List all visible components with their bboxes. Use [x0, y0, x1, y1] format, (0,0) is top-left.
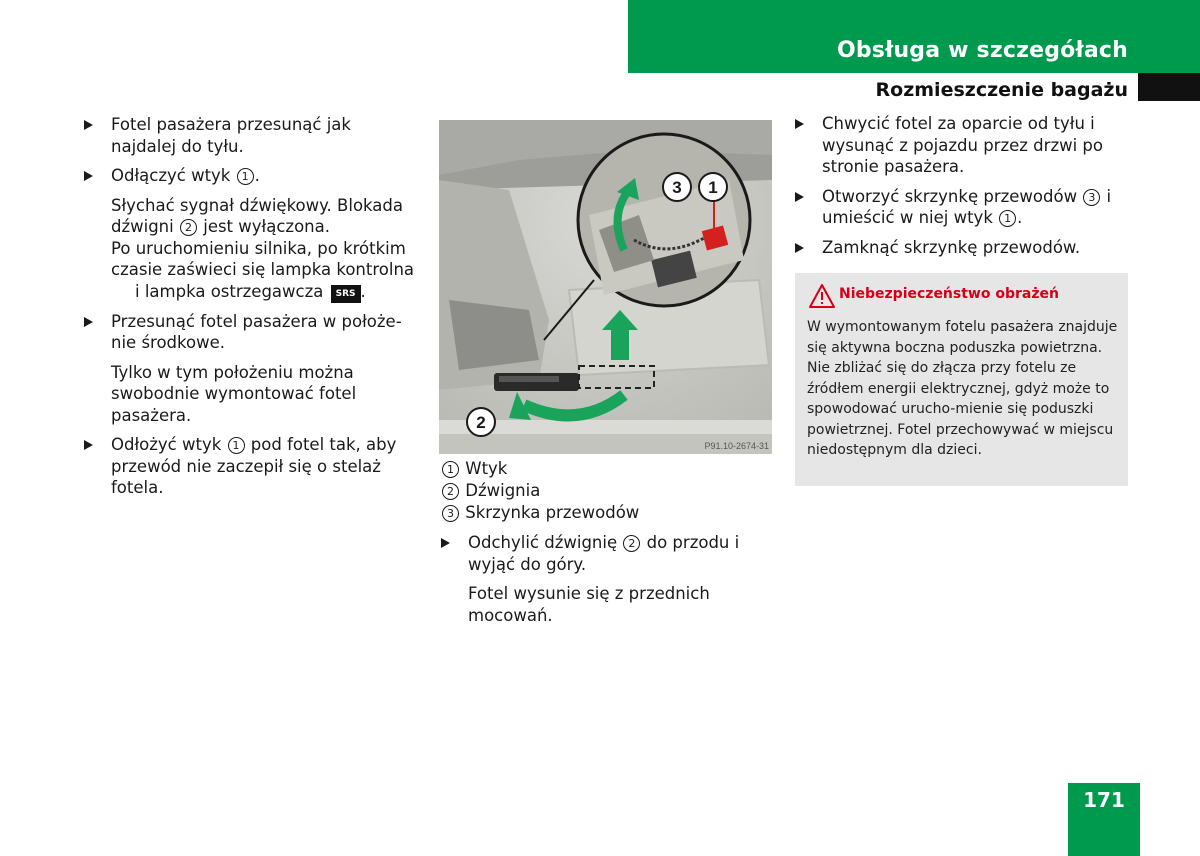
figure-label-2 [467, 408, 495, 436]
ref-number-circle: 3 [442, 505, 459, 522]
note-only-position: Tylko w tym położeniu można swobodnie wymontować fotel pasażera. [111, 362, 357, 425]
seat-illustration [439, 120, 772, 454]
bullet-arrow-icon [795, 119, 804, 129]
legend-item: 3 Skrzynka przewodów [441, 502, 771, 524]
bullet-arrow-icon [84, 317, 93, 327]
bullet-arrow-icon [795, 192, 804, 202]
seat-removal-figure [439, 120, 772, 454]
page-number-box [1068, 783, 1140, 856]
srs-lamp-icon: SRS [331, 285, 361, 303]
ref-number-circle: 1 [999, 210, 1016, 227]
warning-text: W wymontowanym fotelu pasażera znajduje się aktywna boczna poduszka powietrzna. Nie zbliżać się do złącza przy fotelu ze źródłem energii elektrycznej, gdyż może to spowodować urucho-mienie się poduszki powietrznej. Fotel przechowywać w miejscu niedostępnym dla dzieci. [807, 319, 1118, 458]
legend-item: 2 Dźwignia [441, 480, 771, 502]
step-tilt-lever: Odchylić dźwignię 2 do przodu i wyjąć do góry. [441, 532, 771, 575]
note-seat-slides-out: Fotel wysunie się z przednich mocowań. [468, 584, 710, 625]
note-warning-lamp: i lampka ostrzegawcza SRS . [135, 281, 366, 301]
step-close-cable-box: Zamknąć skrzynkę przewodów. [795, 237, 1130, 259]
left-column [84, 114, 419, 507]
ref-number-circle: 2 [442, 483, 459, 500]
svg-text:3: 3 [672, 178, 682, 197]
ref-number-circle: 2 [623, 535, 640, 552]
chapter-title: Obsługa w szczegółach [836, 38, 1128, 63]
figure-label-3 [663, 173, 691, 201]
section-marker [1138, 73, 1200, 101]
svg-text:1: 1 [708, 178, 718, 197]
step-move-seat-middle: Przesunąć fotel pasażera w położe-nie środkowe. [84, 311, 419, 354]
right-column [795, 113, 1130, 266]
section-title: Rozmieszczenie bagażu [875, 79, 1128, 101]
chapter-header [628, 0, 1200, 73]
figure-legend-column [441, 458, 771, 634]
ref-number-circle: 2 [180, 219, 197, 236]
ref-number-circle: 1 [228, 437, 245, 454]
figure-code: P91.10-2674-31 [704, 441, 769, 451]
ref-number-circle: 1 [237, 168, 254, 185]
ref-number-circle: 3 [1083, 189, 1100, 206]
step-place-plug: Odłożyć wtyk 1 pod fotel tak, aby przewód nie zaczepił się o stelaż fotela. [84, 434, 419, 499]
bullet-arrow-icon [441, 538, 450, 548]
step-pull-seat-out: Chwycić fotel za oparcie od tyłu i wysunąć z pojazdu przez drzwi po stronie pasażera. [795, 113, 1130, 178]
step-disconnect-plug: Odłączyć wtyk 1 . [84, 165, 419, 187]
page-number: 171 [1083, 788, 1125, 812]
note-engine-start: Po uruchomieniu silnika, po krótkim czasie zaświeci się lampka kontrolna [111, 238, 415, 279]
warning-triangle-icon [808, 283, 836, 309]
bullet-arrow-icon [84, 120, 93, 130]
warning-title: Niebezpieczeństwo obrażeń [839, 286, 1059, 302]
bullet-arrow-icon [84, 440, 93, 450]
figure-label-1 [699, 173, 727, 201]
bullet-arrow-icon [795, 243, 804, 253]
bullet-arrow-icon [84, 171, 93, 181]
injury-warning-box [795, 273, 1128, 486]
note-signal: Słychać sygnał dźwiękowy. Blokada dźwigni 2 jest wyłączona. [111, 195, 404, 236]
legend-item: 1 Wtyk [441, 458, 771, 480]
svg-text:2: 2 [476, 413, 486, 432]
step-move-seat-back: Fotel pasażera przesunąć jak najdalej do tyłu. [84, 114, 419, 157]
ref-number-circle: 1 [442, 461, 459, 478]
step-open-cable-box: Otworzyć skrzynkę przewodów 3 i umieścić w niej wtyk 1 . [795, 186, 1130, 229]
